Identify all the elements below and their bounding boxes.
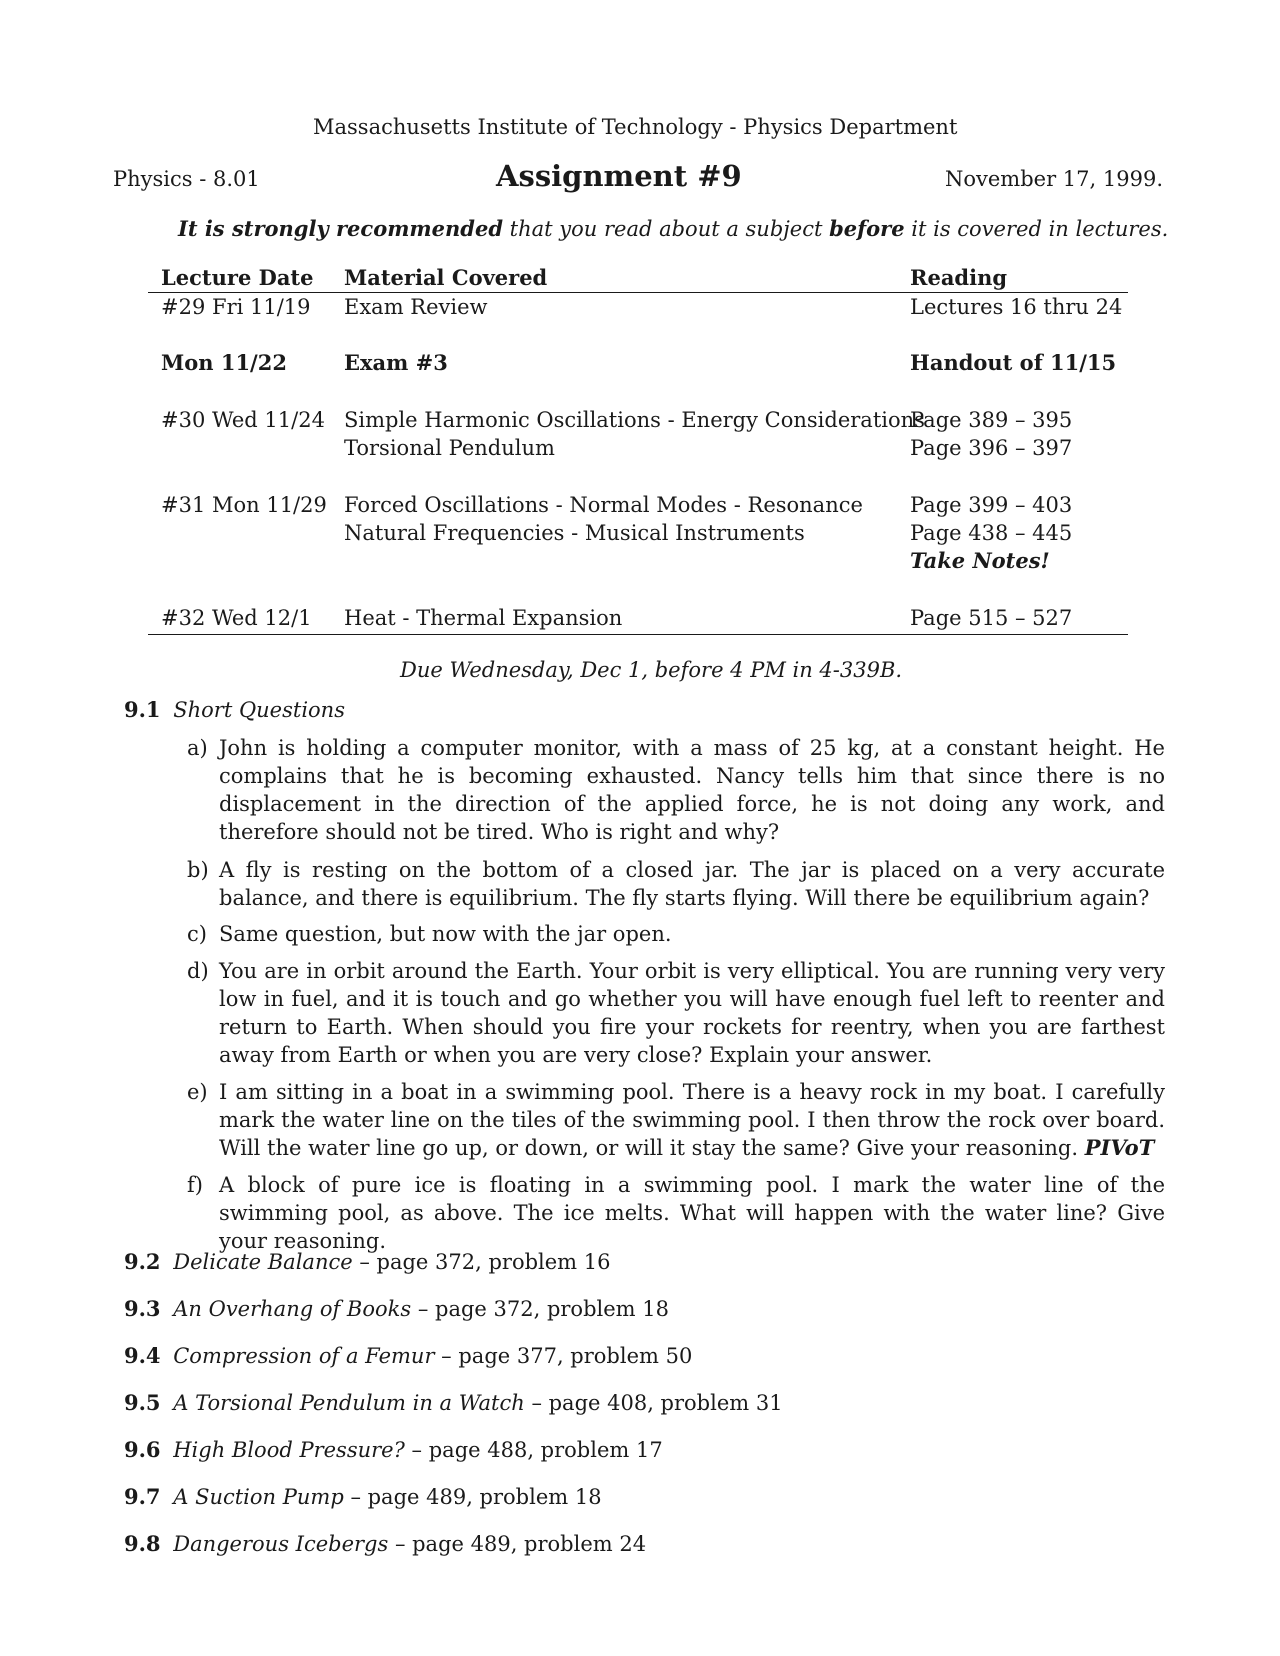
problem-reference: – page 377, problem 50 (434, 1344, 693, 1368)
problem-item (124, 1389, 783, 1417)
problem-number: 9.4 (124, 1343, 161, 1368)
col-header-date: Lecture Date (161, 265, 314, 290)
problem-item (124, 1342, 692, 1370)
problem-number: 9.5 (124, 1390, 161, 1415)
problem-reference: – page 489, problem 18 (343, 1485, 602, 1509)
problem-title: High Blood Pressure? (173, 1438, 405, 1462)
problem-number: 9.7 (124, 1484, 161, 1509)
problem-number: 9.3 (124, 1296, 161, 1321)
recommendation-emphasis: It is strongly recommended (178, 216, 503, 241)
institution: Massachusetts Institute of Technology - Physics Department (313, 115, 958, 139)
pivot-tag: PIVoT (1084, 1135, 1155, 1160)
problem-9-1-heading (124, 696, 345, 724)
question-a: John is holding a computer monitor, with a mass of 25 kg, at a constant height. He complains that he is becoming exhausted. Nancy tells him that since there is no displacement in the direction of the applied force, he is not doing any work, and therefore should not be tired. Who is right and why? (219, 736, 1165, 844)
problem-reference: – page 489, problem 24 (388, 1532, 647, 1556)
question-label: d) (187, 959, 209, 983)
problem-title: An Overhang of Books (173, 1297, 412, 1321)
problem-number: 9.2 (124, 1249, 161, 1274)
table-row-date: #30 Wed 11/24 (161, 408, 325, 432)
table-row-material: Torsional Pendulum (344, 436, 555, 460)
table-row-reading: Page 438 – 445 (910, 521, 1073, 545)
col-header-material: Material Covered (344, 265, 548, 290)
table-row-reading: Page 389 – 395 (910, 408, 1073, 432)
question-label: a) (187, 736, 208, 760)
problem-item (124, 1248, 611, 1276)
table-row-date: #29 Fri 11/19 (161, 295, 311, 319)
table-row-reading: Page 399 – 403 (910, 493, 1073, 517)
problem-reference: – page 488, problem 17 (404, 1438, 663, 1462)
problem-title: Short Questions (173, 698, 345, 722)
table-row-material: Heat - Thermal Expansion (344, 606, 623, 630)
problem-number: 9.1 (124, 697, 161, 722)
problem-number: 9.6 (124, 1437, 161, 1462)
col-header-reading: Reading (910, 265, 1008, 290)
question-e-text: I am sitting in a boat in a swimming pool. There is a heavy rock in my boat. I carefully mark the water line on the tiles of the swimming pool. I then throw the rock over board. Will the water line go up, or down, or will it stay the same? Give your reasoning. (219, 1080, 1165, 1160)
problem-title: Compression of a Femur (173, 1344, 435, 1368)
table-row-reading: Lectures 16 thru 24 (910, 295, 1123, 319)
table-row-material: Exam Review (344, 295, 488, 319)
problem-title: Delicate Balance (173, 1250, 353, 1274)
table-row-date: Mon 11/22 (161, 350, 287, 375)
course-number: Physics - 8.01 (113, 167, 260, 191)
problem-number: 9.8 (124, 1531, 161, 1556)
table-row-material: Simple Harmonic Oscillations - Energy Considerations (344, 408, 925, 432)
problem-title: A Torsional Pendulum in a Watch (173, 1391, 525, 1415)
document-date: November 17, 1999. (945, 167, 1163, 191)
problem-item (124, 1530, 646, 1558)
table-row-date: #32 Wed 12/1 (161, 606, 312, 630)
question-e (219, 1078, 1165, 1162)
problem-reference: – page 372, problem 16 (352, 1250, 611, 1274)
problem-item (124, 1483, 602, 1511)
take-notes: Take Notes! (910, 548, 1050, 573)
table-row-reading: Page 396 – 397 (910, 436, 1073, 460)
question-f: A block of pure ice is floating in a swimming pool. I mark the water line of the swimming pool, as above. The ice melts. What will happen with the water line? Give your reasoning. (219, 1173, 1165, 1253)
question-label: b) (187, 858, 209, 882)
recommendation-text-end: it is covered in lectures. (904, 217, 1169, 241)
question-label: f) (187, 1173, 203, 1197)
question-d: You are in orbit around the Earth. Your orbit is very elliptical. You are running very very low in fuel, and it is touch and go whether you will have enough fuel left to reenter and return to Earth. When should you fire your rockets for reentry, when you are farthest away from Earth or when you are very close? Explain your answer. (219, 959, 1165, 1067)
question-c: Same question, but now with the jar open. (219, 922, 672, 946)
table-row-date: #31 Mon 11/29 (161, 493, 327, 517)
due-notice: Due Wednesday, Dec 1, before 4 PM in 4-339B. (400, 658, 903, 682)
recommendation (178, 215, 1168, 243)
problem-title: A Suction Pump (173, 1485, 344, 1509)
table-row-reading: Handout of 11/15 (910, 350, 1117, 375)
problem-reference: – page 408, problem 31 (524, 1391, 783, 1415)
table-row-material: Exam #3 (344, 350, 448, 375)
table-row-material: Natural Frequencies - Musical Instruments (344, 521, 805, 545)
question-label: e) (187, 1080, 208, 1104)
problem-reference: – page 372, problem 18 (411, 1297, 669, 1321)
table-row-material: Forced Oscillations - Normal Modes - Resonance (344, 493, 863, 517)
problem-item (124, 1436, 663, 1464)
recommendation-before: before (829, 216, 905, 241)
question-label: c) (187, 922, 207, 946)
question-b: A fly is resting on the bottom of a closed jar. The jar is placed on a very accurate balance, and there is equilibrium. The fly starts flying. Will there be equilibrium again? (219, 858, 1165, 910)
page-title: Assignment #9 (496, 159, 742, 193)
table-bottom-rule (148, 634, 1128, 635)
recommendation-text: that you read about a subject (503, 217, 830, 241)
table-row-reading: Page 515 – 527 (910, 606, 1073, 630)
problem-item (124, 1295, 669, 1323)
problem-title: Dangerous Icebergs (173, 1532, 389, 1556)
